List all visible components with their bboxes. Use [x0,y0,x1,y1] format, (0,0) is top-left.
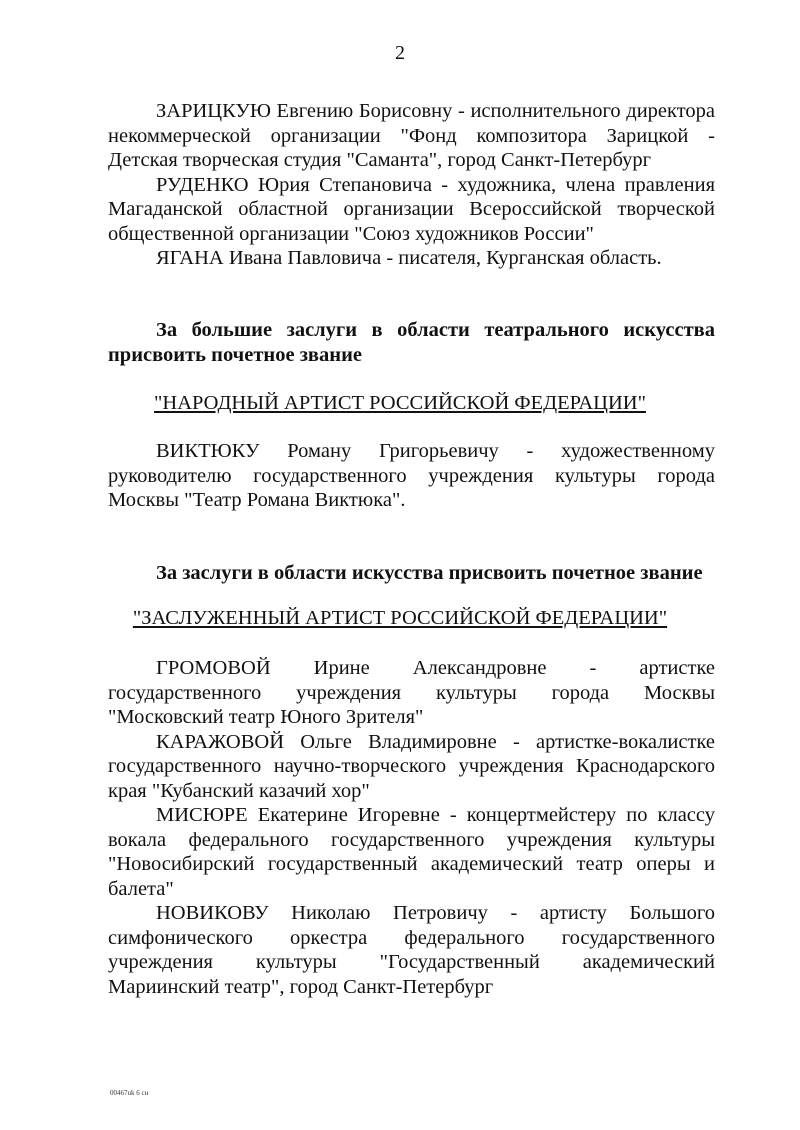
awardee-entry: КАРАЖОВОЙ Ольге Владимировне - артистке-вокалистке государственного научно-творческого учреждения Краснодарского края "Кубанский казачий хор" [108,730,715,802]
awardees-list-continued [108,99,715,271]
peoples-artist-list [108,439,715,513]
awardee-entry: ГРОМОВОЙ Ирине Александровне - артистке государственного учреждения культуры города Москвы "Московский театр Юного Зрителя" [108,657,715,728]
peoples-artist-title: "НАРОДНЫЙ АРТИСТ РОССИЙСКОЙ ФЕДЕРАЦИИ" [154,392,646,414]
awardee-entry: ЯГАНА Ивана Павловича - писателя, Курганская область. [156,247,662,269]
art-merit-heading: За заслуги в области искусства присвоить почетное звание [156,562,703,584]
awardee-entry: МИСЮРЕ Екатерине Игоревне - концертмейстеру по классу вокала федерального государственного учреждения культуры "Новосибирский государственный академический театр оперы и балета" [108,804,715,900]
document-code-footer: 00467uk 6 cн [110,1089,149,1097]
awardee-entry: ЗАРИЦКУЮ Евгению Борисовну - исполнительного директора некоммерческой организации "Фонд композитора Зарицкой - Детская творческая студия "Саманта", город Санкт-Петербург [108,100,715,171]
theatre-merit-heading: За большие заслуги в области театрального искусства присвоить почетное звание [108,319,715,366]
awardee-entry: ВИКТЮКУ Роману Григорьевичу - художественному руководителю государственного учреждения культуры города Москвы "Театр Романа Виктюка". [108,440,715,511]
awardee-entry: НОВИКОВУ Николаю Петровичу - артисту Большого симфонического оркестра федерального государственного учреждения культуры "Государственный академический Мариинский театр", город Санкт-Петербург [108,902,715,998]
awardee-entry: РУДЕНКО Юрия Степановича - художника, члена правления Магаданской областной организации Всероссийской творческой общественной организации "Союз художников России" [108,173,715,245]
page-number: 2 [395,42,405,64]
honored-artist-list [108,656,715,999]
honored-artist-title: "ЗАСЛУЖЕННЫЙ АРТИСТ РОССИЙСКОЙ ФЕДЕРАЦИИ" [132,607,668,629]
